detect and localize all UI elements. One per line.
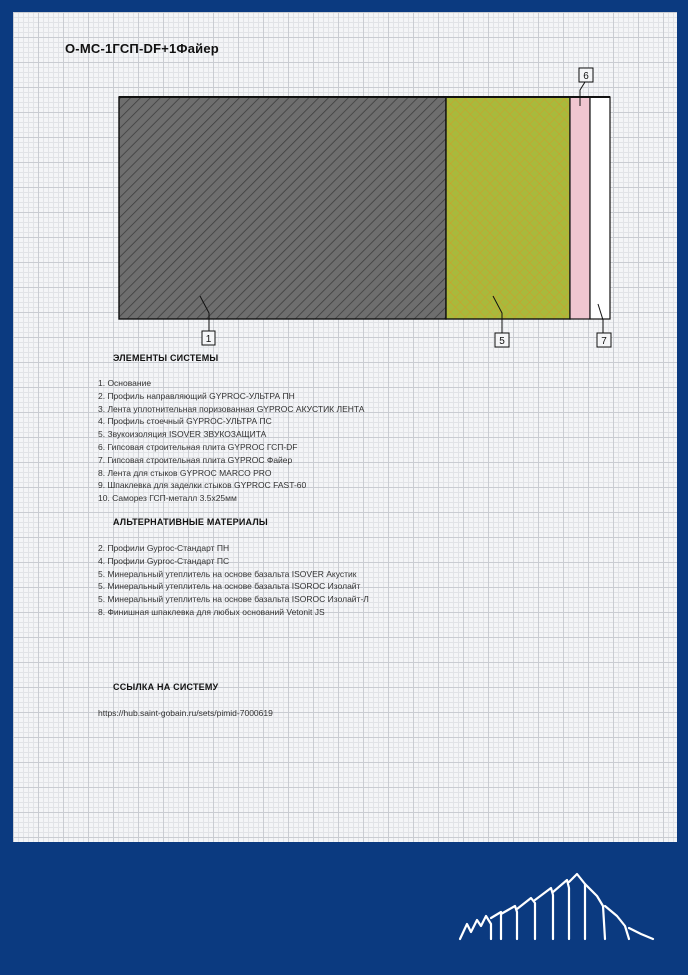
list-item: 9. Шпаклевка для заделки стыков GYPROC FAST-60 <box>98 480 307 491</box>
list-item: 5. Минеральный утеплитель на основе базальта ISOVER Акустик <box>98 568 357 579</box>
list-item: 5. Минеральный утеплитель на основе базальта ISOROC Изолайт <box>98 581 361 592</box>
callout-7-label: 7 <box>601 336 607 347</box>
insulation-layer <box>446 97 570 319</box>
buildings-icon <box>455 862 665 946</box>
system-link[interactable]: https://hub.saint-gobain.ru/sets/pimid-7000619 <box>98 708 273 718</box>
base-layer <box>119 97 446 319</box>
callout-6-label: 6 <box>583 71 589 82</box>
callout-5-label: 5 <box>499 336 505 347</box>
list-item: 4. Профили Gyproc-Стандарт ПС <box>98 555 230 566</box>
list-item: 3. Лента уплотнительная поризованная GYPROC АКУСТИК ЛЕНТА <box>98 403 365 414</box>
board-df-layer <box>570 97 590 319</box>
list-item: 10. Саморез ГСП-металл 3.5х25мм <box>98 493 237 504</box>
list-item: 8. Финишная шпаклевка для любых оснований Vetonit JS <box>98 606 325 617</box>
list-item: 8. Лента для стыков GYPROC MARCO PRO <box>98 467 272 478</box>
list-item: 2. Профиль направляющий GYPROC-УЛЬТРА ПН <box>98 390 295 401</box>
elements-heading: ЭЛЕМЕНТЫ СИСТЕМЫ <box>113 353 219 363</box>
list-item: 5. Минеральный утеплитель на основе базальта ISOROC Изолайт-Л <box>98 594 369 605</box>
list-item: 4. Профиль стоечный GYPROC-УЛЬТРА ПС <box>98 416 272 427</box>
list-item: 5. Звукоизоляция ISOVER ЗВУКОЗАЩИТА <box>98 429 267 440</box>
board-fire-layer <box>590 97 610 319</box>
alternatives-list <box>98 542 369 619</box>
callout-6 <box>579 68 593 82</box>
alternatives-heading: АЛЬТЕРНАТИВНЫЕ МАТЕРИАЛЫ <box>113 517 268 527</box>
callout-1-label: 1 <box>205 334 212 345</box>
page-title: О-МС-1ГСП-DF+1Файер <box>65 41 219 56</box>
list-item: 7. Гипсовая строительная плита GYPROC Файер <box>98 454 293 465</box>
link-heading: ССЫЛКА НА СИСТЕМУ <box>113 682 219 692</box>
list-item: 6. Гипсовая строительная плита GYPROC ГСП-DF <box>98 441 298 452</box>
list-item: 1. Основание <box>98 378 152 388</box>
elements-list <box>98 377 364 505</box>
callout-7 <box>597 333 611 347</box>
callout-1 <box>202 331 215 345</box>
list-item: 2. Профили Gyproc-Стандарт ПН <box>98 543 230 553</box>
callout-5 <box>495 333 509 347</box>
